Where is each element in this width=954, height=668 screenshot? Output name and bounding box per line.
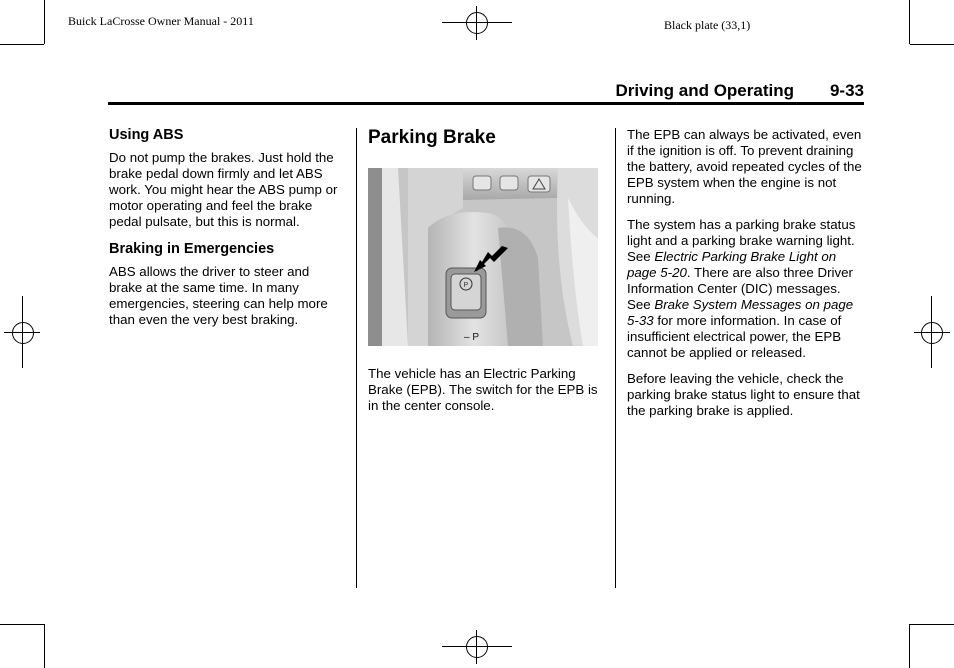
column-divider — [615, 128, 616, 588]
crop-mark — [0, 624, 44, 625]
paragraph-epb-activation: The EPB can always be activated, even if the ignition is off. To prevent draining the battery, avoid repeated cycles of the EPB system when the engine is not running. — [627, 127, 862, 206]
heading-parking-brake: Parking Brake — [368, 127, 496, 148]
paragraph-braking-emergencies: ABS allows the driver to steer and brake at the same time. In many emergencies, steering can help more than even the very best braking. — [109, 264, 328, 327]
crop-mark — [44, 0, 45, 44]
print-slug-right: Black plate (33,1) — [664, 18, 751, 32]
paragraph-epb-check: Before leaving the vehicle, check the parking brake status light to ensure that the parking brake is applied. — [627, 371, 860, 418]
crop-mark — [910, 624, 954, 625]
column-2 — [368, 126, 603, 424]
crop-mark — [44, 624, 45, 668]
svg-text:P: P — [463, 282, 469, 289]
paragraph-epb-intro: The vehicle has an Electric Parking Brake (EPB). The switch for the EPB is in the center console. — [368, 366, 598, 413]
figure-gear-label: – P — [464, 332, 480, 343]
paragraph-epb-lights: The system has a parking brake status light and a parking brake warning light. See Electric Parking Brake Light on page 5-20. There are also three Driver Information Center (DIC) messages. See Brake System Messages on page 5-33 for more information. In case of insufficient electrical power, the EPB cannot be applied or released. — [627, 217, 856, 360]
running-head — [108, 80, 864, 105]
crop-mark — [0, 44, 44, 45]
section-title: Driving and Operating — [615, 81, 794, 100]
crop-mark — [909, 0, 910, 44]
print-slug-left: Buick LaCrosse Owner Manual - 2011 — [68, 14, 254, 28]
cross-reference-link[interactable]: Electric Parking Brake Light on page 5-20 — [627, 249, 837, 280]
column-1 — [109, 126, 341, 338]
crop-mark — [910, 44, 954, 45]
crop-mark — [909, 624, 910, 668]
column-3 — [627, 127, 865, 429]
paragraph-using-abs: Do not pump the brakes. Just hold the brake pedal down firmly and let ABS work. You might hear the ABS pump or motor operating and feel the brake pedal pulsate, but this is normal. — [109, 150, 338, 229]
heading-braking-emergencies: Braking in Emergencies — [109, 241, 275, 257]
center-console-illustration — [368, 168, 598, 346]
epb-console-figure — [368, 168, 598, 346]
column-divider — [356, 128, 357, 588]
heading-using-abs: Using ABS — [109, 127, 184, 143]
cross-reference-link[interactable]: Brake System Messages on page 5-33 — [627, 297, 854, 328]
page-number: 9-33 — [829, 81, 864, 100]
